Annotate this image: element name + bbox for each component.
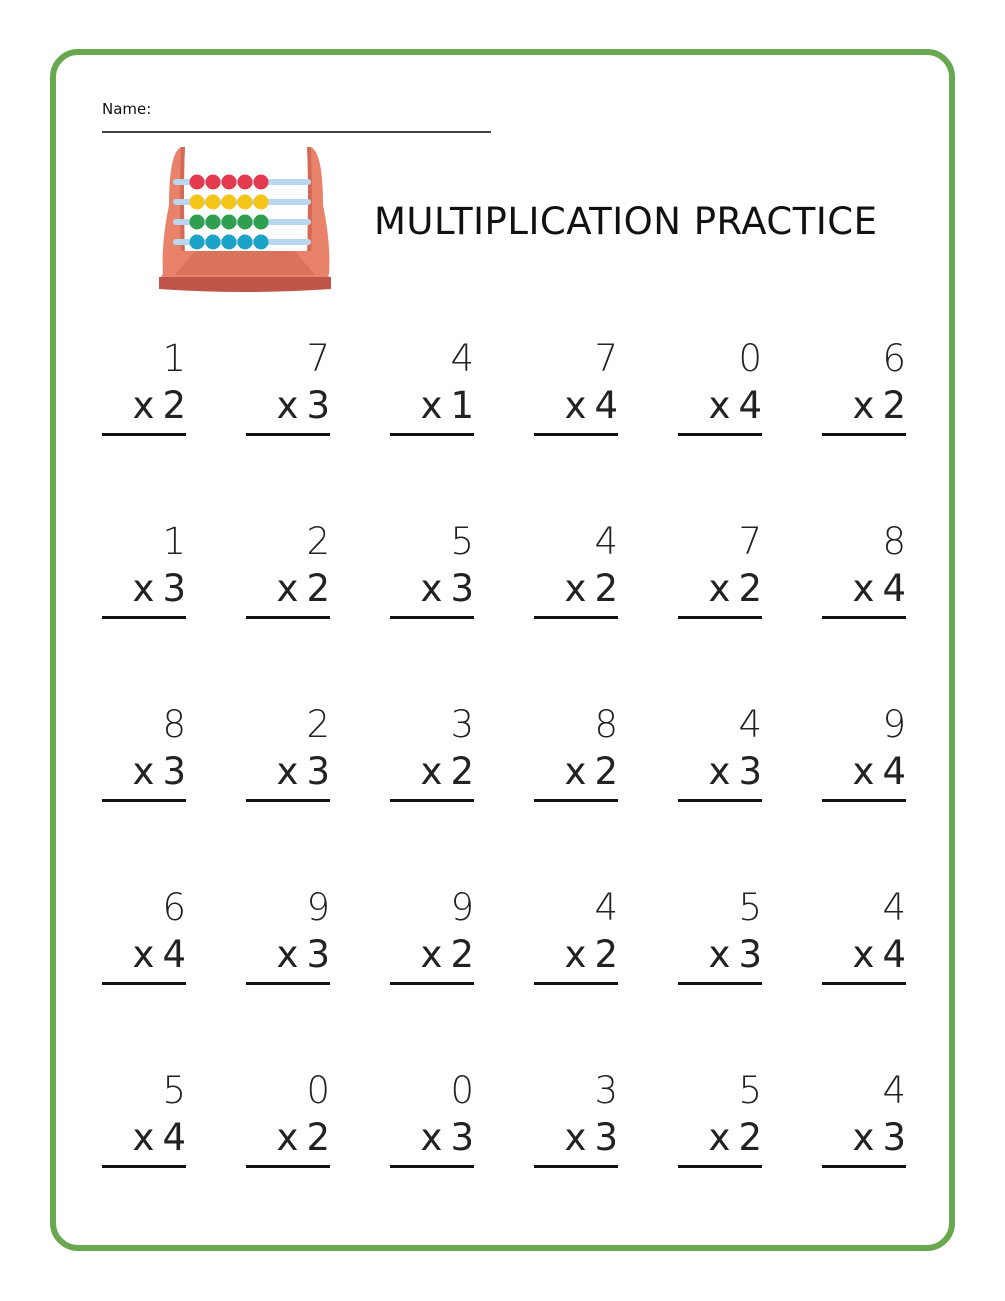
problem-item <box>534 520 618 619</box>
multiplicand: 2 <box>306 703 330 746</box>
multiplier-row <box>852 384 906 427</box>
problem-item <box>534 337 618 436</box>
multiplier: 2 <box>306 567 330 610</box>
problem-item <box>822 1069 906 1168</box>
answer-line[interactable] <box>102 799 186 802</box>
answer-line[interactable] <box>102 433 186 436</box>
multiplier-row <box>132 384 186 427</box>
problem-item <box>390 703 474 802</box>
times-sign: x <box>564 1116 587 1159</box>
multiplier-row <box>852 1116 906 1159</box>
multiplier-row <box>276 750 330 793</box>
multiplier: 3 <box>594 1116 618 1159</box>
times-sign: x <box>132 567 155 610</box>
answer-line[interactable] <box>678 982 762 985</box>
problem-item <box>390 1069 474 1168</box>
problems-grid <box>102 337 906 1168</box>
times-sign: x <box>708 933 731 976</box>
multiplier: 3 <box>738 933 762 976</box>
multiplicand: 7 <box>738 520 762 563</box>
multiplicand: 0 <box>450 1069 474 1112</box>
problem-item <box>246 520 330 619</box>
multiplier: 3 <box>450 1116 474 1159</box>
multiplier-row <box>420 567 474 610</box>
answer-line[interactable] <box>678 433 762 436</box>
answer-line[interactable] <box>534 1165 618 1168</box>
multiplier: 2 <box>306 1116 330 1159</box>
answer-line[interactable] <box>246 982 330 985</box>
multiplier-row <box>420 1116 474 1159</box>
multiplier: 2 <box>882 384 906 427</box>
multiplicand: 4 <box>882 886 906 929</box>
problem-item <box>822 520 906 619</box>
problem-item <box>678 337 762 436</box>
multiplier-row <box>852 567 906 610</box>
multiplier-row <box>132 933 186 976</box>
answer-line[interactable] <box>678 616 762 619</box>
multiplicand: 4 <box>594 520 618 563</box>
times-sign: x <box>708 567 731 610</box>
problem-item <box>534 703 618 802</box>
answer-line[interactable] <box>102 616 186 619</box>
multiplier: 4 <box>882 567 906 610</box>
multiplicand: 5 <box>738 886 762 929</box>
multiplicand: 8 <box>162 703 186 746</box>
multiplicand: 6 <box>162 886 186 929</box>
multiplicand: 8 <box>594 703 618 746</box>
answer-line[interactable] <box>102 982 186 985</box>
multiplier: 4 <box>738 384 762 427</box>
times-sign: x <box>276 384 299 427</box>
multiplier-row <box>564 1116 618 1159</box>
answer-line[interactable] <box>822 433 906 436</box>
multiplier: 2 <box>594 933 618 976</box>
times-sign: x <box>708 1116 731 1159</box>
problem-item <box>678 520 762 619</box>
times-sign: x <box>132 1116 155 1159</box>
times-sign: x <box>420 384 443 427</box>
problem-item <box>246 1069 330 1168</box>
multiplier-row <box>276 567 330 610</box>
multiplier-row <box>852 933 906 976</box>
times-sign: x <box>852 933 875 976</box>
multiplier-row <box>564 933 618 976</box>
answer-line[interactable] <box>246 799 330 802</box>
problem-item <box>822 886 906 985</box>
multiplier: 1 <box>450 384 474 427</box>
problem-item <box>822 703 906 802</box>
multiplicand: 0 <box>306 1069 330 1112</box>
problem-item <box>678 1069 762 1168</box>
multiplicand: 6 <box>882 337 906 380</box>
times-sign: x <box>564 567 587 610</box>
name-field[interactable] <box>102 98 491 133</box>
answer-line[interactable] <box>822 1165 906 1168</box>
multiplicand: 7 <box>306 337 330 380</box>
times-sign: x <box>852 750 875 793</box>
multiplicand: 5 <box>450 520 474 563</box>
multiplier: 3 <box>882 1116 906 1159</box>
multiplier: 4 <box>162 933 186 976</box>
answer-line[interactable] <box>822 616 906 619</box>
times-sign: x <box>420 933 443 976</box>
name-label: Name: <box>102 100 152 118</box>
times-sign: x <box>420 567 443 610</box>
answer-line[interactable] <box>390 433 474 436</box>
answer-line[interactable] <box>246 433 330 436</box>
multiplicand: 4 <box>738 703 762 746</box>
times-sign: x <box>564 750 587 793</box>
multiplier-row <box>132 1116 186 1159</box>
abacus-icon <box>155 143 335 303</box>
multiplier: 3 <box>306 384 330 427</box>
multiplier: 4 <box>594 384 618 427</box>
problem-item <box>102 337 186 436</box>
multiplier-row <box>708 384 762 427</box>
answer-line[interactable] <box>534 982 618 985</box>
times-sign: x <box>420 750 443 793</box>
multiplicand: 0 <box>738 337 762 380</box>
answer-line[interactable] <box>102 1165 186 1168</box>
multiplicand: 5 <box>162 1069 186 1112</box>
multiplier: 3 <box>162 750 186 793</box>
times-sign: x <box>852 567 875 610</box>
answer-line[interactable] <box>390 799 474 802</box>
answer-line[interactable] <box>534 433 618 436</box>
multiplier-row <box>420 750 474 793</box>
times-sign: x <box>852 384 875 427</box>
multiplier-row <box>708 750 762 793</box>
problem-item <box>246 703 330 802</box>
multiplier-row <box>276 384 330 427</box>
multiplier: 4 <box>882 933 906 976</box>
times-sign: x <box>708 750 731 793</box>
problem-item <box>390 337 474 436</box>
answer-line[interactable] <box>678 1165 762 1168</box>
multiplier: 3 <box>450 567 474 610</box>
answer-line[interactable] <box>390 616 474 619</box>
times-sign: x <box>564 384 587 427</box>
answer-line[interactable] <box>822 799 906 802</box>
answer-line[interactable] <box>390 982 474 985</box>
multiplier-row <box>276 933 330 976</box>
problem-item <box>678 886 762 985</box>
multiplier-row <box>132 567 186 610</box>
multiplicand: 4 <box>450 337 474 380</box>
problem-item <box>534 1069 618 1168</box>
problem-item <box>822 337 906 436</box>
multiplicand: 9 <box>882 703 906 746</box>
multiplier-row <box>708 933 762 976</box>
problem-item <box>102 886 186 985</box>
multiplicand: 3 <box>594 1069 618 1112</box>
multiplier-row <box>708 1116 762 1159</box>
multiplier-row <box>276 1116 330 1159</box>
times-sign: x <box>564 933 587 976</box>
answer-line[interactable] <box>678 799 762 802</box>
times-sign: x <box>708 384 731 427</box>
multiplier-row <box>564 750 618 793</box>
multiplier-row <box>708 567 762 610</box>
multiplier-row <box>852 750 906 793</box>
times-sign: x <box>132 384 155 427</box>
times-sign: x <box>276 567 299 610</box>
times-sign: x <box>420 1116 443 1159</box>
answer-line[interactable] <box>534 799 618 802</box>
multiplicand: 1 <box>162 520 186 563</box>
multiplier: 2 <box>738 567 762 610</box>
multiplicand: 1 <box>162 337 186 380</box>
multiplier: 2 <box>162 384 186 427</box>
multiplicand: 3 <box>450 703 474 746</box>
multiplicand: 9 <box>306 886 330 929</box>
answer-line[interactable] <box>246 1165 330 1168</box>
multiplier-row <box>564 384 618 427</box>
problem-item <box>102 1069 186 1168</box>
multiplier: 3 <box>162 567 186 610</box>
multiplier: 2 <box>450 933 474 976</box>
problem-item <box>246 886 330 985</box>
multiplier-row <box>132 750 186 793</box>
multiplier: 3 <box>738 750 762 793</box>
times-sign: x <box>276 750 299 793</box>
answer-line[interactable] <box>390 1165 474 1168</box>
multiplier: 2 <box>594 750 618 793</box>
multiplier: 4 <box>882 750 906 793</box>
times-sign: x <box>132 750 155 793</box>
times-sign: x <box>276 1116 299 1159</box>
multiplier: 2 <box>594 567 618 610</box>
multiplier: 2 <box>738 1116 762 1159</box>
problem-item <box>678 703 762 802</box>
times-sign: x <box>852 1116 875 1159</box>
times-sign: x <box>132 933 155 976</box>
multiplicand: 7 <box>594 337 618 380</box>
multiplicand: 8 <box>882 520 906 563</box>
multiplier-row <box>420 384 474 427</box>
multiplicand: 4 <box>594 886 618 929</box>
multiplier-row <box>420 933 474 976</box>
page-title: MULTIPLICATION PRACTICE <box>374 200 878 243</box>
multiplicand: 4 <box>882 1069 906 1112</box>
problem-item <box>534 886 618 985</box>
times-sign: x <box>276 933 299 976</box>
answer-line[interactable] <box>822 982 906 985</box>
multiplicand: 5 <box>738 1069 762 1112</box>
multiplier: 4 <box>162 1116 186 1159</box>
problem-item <box>102 520 186 619</box>
problem-item <box>390 886 474 985</box>
multiplicand: 9 <box>450 886 474 929</box>
multiplier-row <box>564 567 618 610</box>
multiplier: 2 <box>450 750 474 793</box>
problem-item <box>246 337 330 436</box>
problem-item <box>102 703 186 802</box>
multiplier: 3 <box>306 750 330 793</box>
answer-line[interactable] <box>246 616 330 619</box>
answer-line[interactable] <box>534 616 618 619</box>
multiplicand: 2 <box>306 520 330 563</box>
problem-item <box>390 520 474 619</box>
multiplier: 3 <box>306 933 330 976</box>
